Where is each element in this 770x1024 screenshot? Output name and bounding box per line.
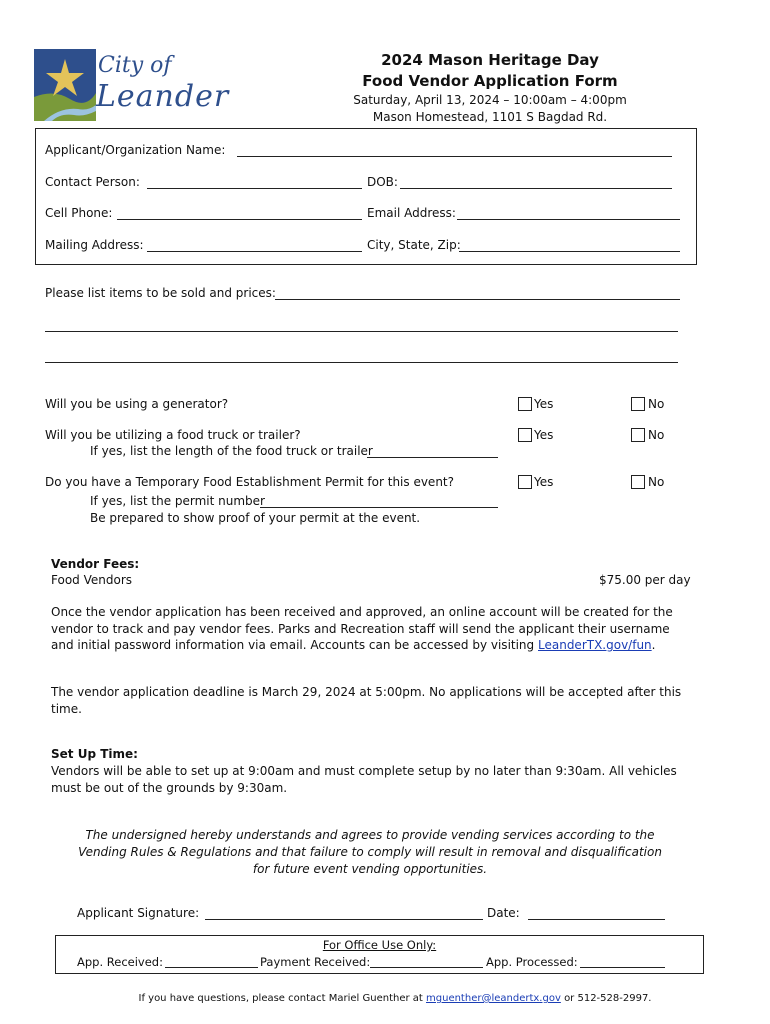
food-vendors-label: Food Vendors (51, 573, 132, 587)
agreement-statement: The undersigned hereby understands and agrees to provide vending services according to the Vending Rules & Regulations and that failure to comply will result in removal and disqualification for future event vending opportunities. (78, 828, 662, 876)
dob-label: DOB: (367, 175, 398, 189)
vendor-fees-heading: Vendor Fees: (51, 557, 140, 571)
app-received-label: App. Received: (77, 955, 163, 969)
permit-proof-note: Be prepared to show proof of your permit at the event. (90, 511, 421, 525)
dob-field[interactable] (400, 188, 672, 189)
city-state-zip-field[interactable] (459, 251, 680, 252)
account-paragraph: Once the vendor application has been received and approved, an online account will be created for the vendor to track and pay vendor fees. Parks and Recreation staff will send the applicant their username and initial password information via email. Accounts can be accessed by visiting LeanderTX.gov/fun. (51, 605, 673, 652)
payment-received-label: Payment Received: (260, 955, 371, 969)
signature-date-field[interactable] (528, 919, 665, 920)
applicant-signature-field[interactable] (205, 919, 483, 920)
event-location: Mason Homestead, 1101 S Bagdad Rd. (372, 110, 608, 124)
office-use-title: For Office Use Only: (322, 938, 437, 952)
applicant-name-label: Applicant/Organization Name: (45, 143, 226, 157)
logo-text-leander: Leander (96, 79, 230, 114)
cell-phone-field[interactable] (117, 219, 362, 220)
email-label: Email Address: (367, 206, 456, 220)
city-state-zip-label: City, State, Zip: (367, 238, 461, 252)
permit-number-label: If yes, list the permit number (90, 494, 265, 508)
generator-question: Will you be using a generator? (45, 397, 229, 411)
city-logo (34, 49, 230, 121)
event-date: Saturday, April 13, 2024 – 10:00am – 4:00pm (353, 93, 627, 107)
email-field[interactable] (457, 219, 680, 220)
setup-text: Vendors will be able to set up at 9:00am and must complete setup by no later than 9:30am. All vehicles must be out of the grounds by 9:30am. (51, 764, 677, 795)
truck-length-label: If yes, list the length of the food truck or trailer (90, 444, 373, 458)
form-title-line2: Food Vendor Application Form (362, 72, 618, 90)
cell-phone-label: Cell Phone: (45, 206, 113, 220)
permit-question: Do you have a Temporary Food Establishment Permit for this event? (45, 475, 454, 489)
items-prices-label: Please list items to be sold and prices: (45, 286, 276, 300)
truck-length-field[interactable] (367, 457, 498, 458)
leander-fun-link[interactable]: LeanderTX.gov/fun (538, 638, 652, 652)
app-processed-field[interactable] (580, 967, 665, 968)
mailing-address-field[interactable] (147, 251, 362, 252)
app-processed-label: App. Processed: (486, 955, 578, 969)
food-truck-no-checkbox[interactable] (631, 428, 645, 442)
contact-person-field[interactable] (147, 188, 362, 189)
food-truck-question: Will you be utilizing a food truck or trailer? (45, 428, 301, 442)
permit-no-label: No (648, 475, 665, 489)
permit-no-checkbox[interactable] (631, 475, 645, 489)
items-prices-field-2[interactable] (45, 331, 678, 332)
applicant-signature-label: Applicant Signature: (77, 906, 200, 920)
generator-no-label: No (648, 397, 665, 411)
deadline-paragraph: The vendor application deadline is March 29, 2024 at 5:00pm. No applications will be accepted after this time. (51, 685, 682, 716)
logo-text-city-of: City of (98, 53, 172, 78)
star-landscape-icon (34, 49, 96, 121)
account-paragraph-text: Once the vendor application has been received and approved, an online account will be created for the vendor to track and pay vendor fees. Parks and Recreation staff will send the applicant their username and initial password information via email. Accounts can be accessed by visiting (51, 605, 673, 652)
generator-yes-label: Yes (534, 397, 554, 411)
form-title-line1: 2024 Mason Heritage Day (381, 51, 599, 69)
food-truck-yes-label: Yes (534, 428, 554, 442)
food-truck-no-label: No (648, 428, 665, 442)
footer-contact (0, 993, 770, 1004)
contact-email-link[interactable]: mguenther@leandertx.gov (426, 993, 561, 1004)
generator-no-checkbox[interactable] (631, 397, 645, 411)
payment-received-field[interactable] (370, 967, 483, 968)
items-prices-field-3[interactable] (45, 362, 678, 363)
signature-date-label: Date: (487, 906, 520, 920)
mailing-address-label: Mailing Address: (45, 238, 144, 252)
food-vendors-price: $75.00 per day (599, 573, 691, 587)
permit-yes-label: Yes (534, 475, 554, 489)
contact-person-label: Contact Person: (45, 175, 140, 189)
permit-yes-checkbox[interactable] (518, 475, 532, 489)
app-received-field[interactable] (165, 967, 258, 968)
items-prices-field-1[interactable] (275, 299, 680, 300)
footer-suffix: or 512-528-2997. (564, 993, 652, 1004)
applicant-name-field[interactable] (237, 156, 672, 157)
permit-number-field[interactable] (260, 507, 498, 508)
footer-prefix: If you have questions, please contact Mariel Guenther at (138, 993, 423, 1004)
food-truck-yes-checkbox[interactable] (518, 428, 532, 442)
setup-heading: Set Up Time: (51, 747, 138, 761)
generator-yes-checkbox[interactable] (518, 397, 532, 411)
